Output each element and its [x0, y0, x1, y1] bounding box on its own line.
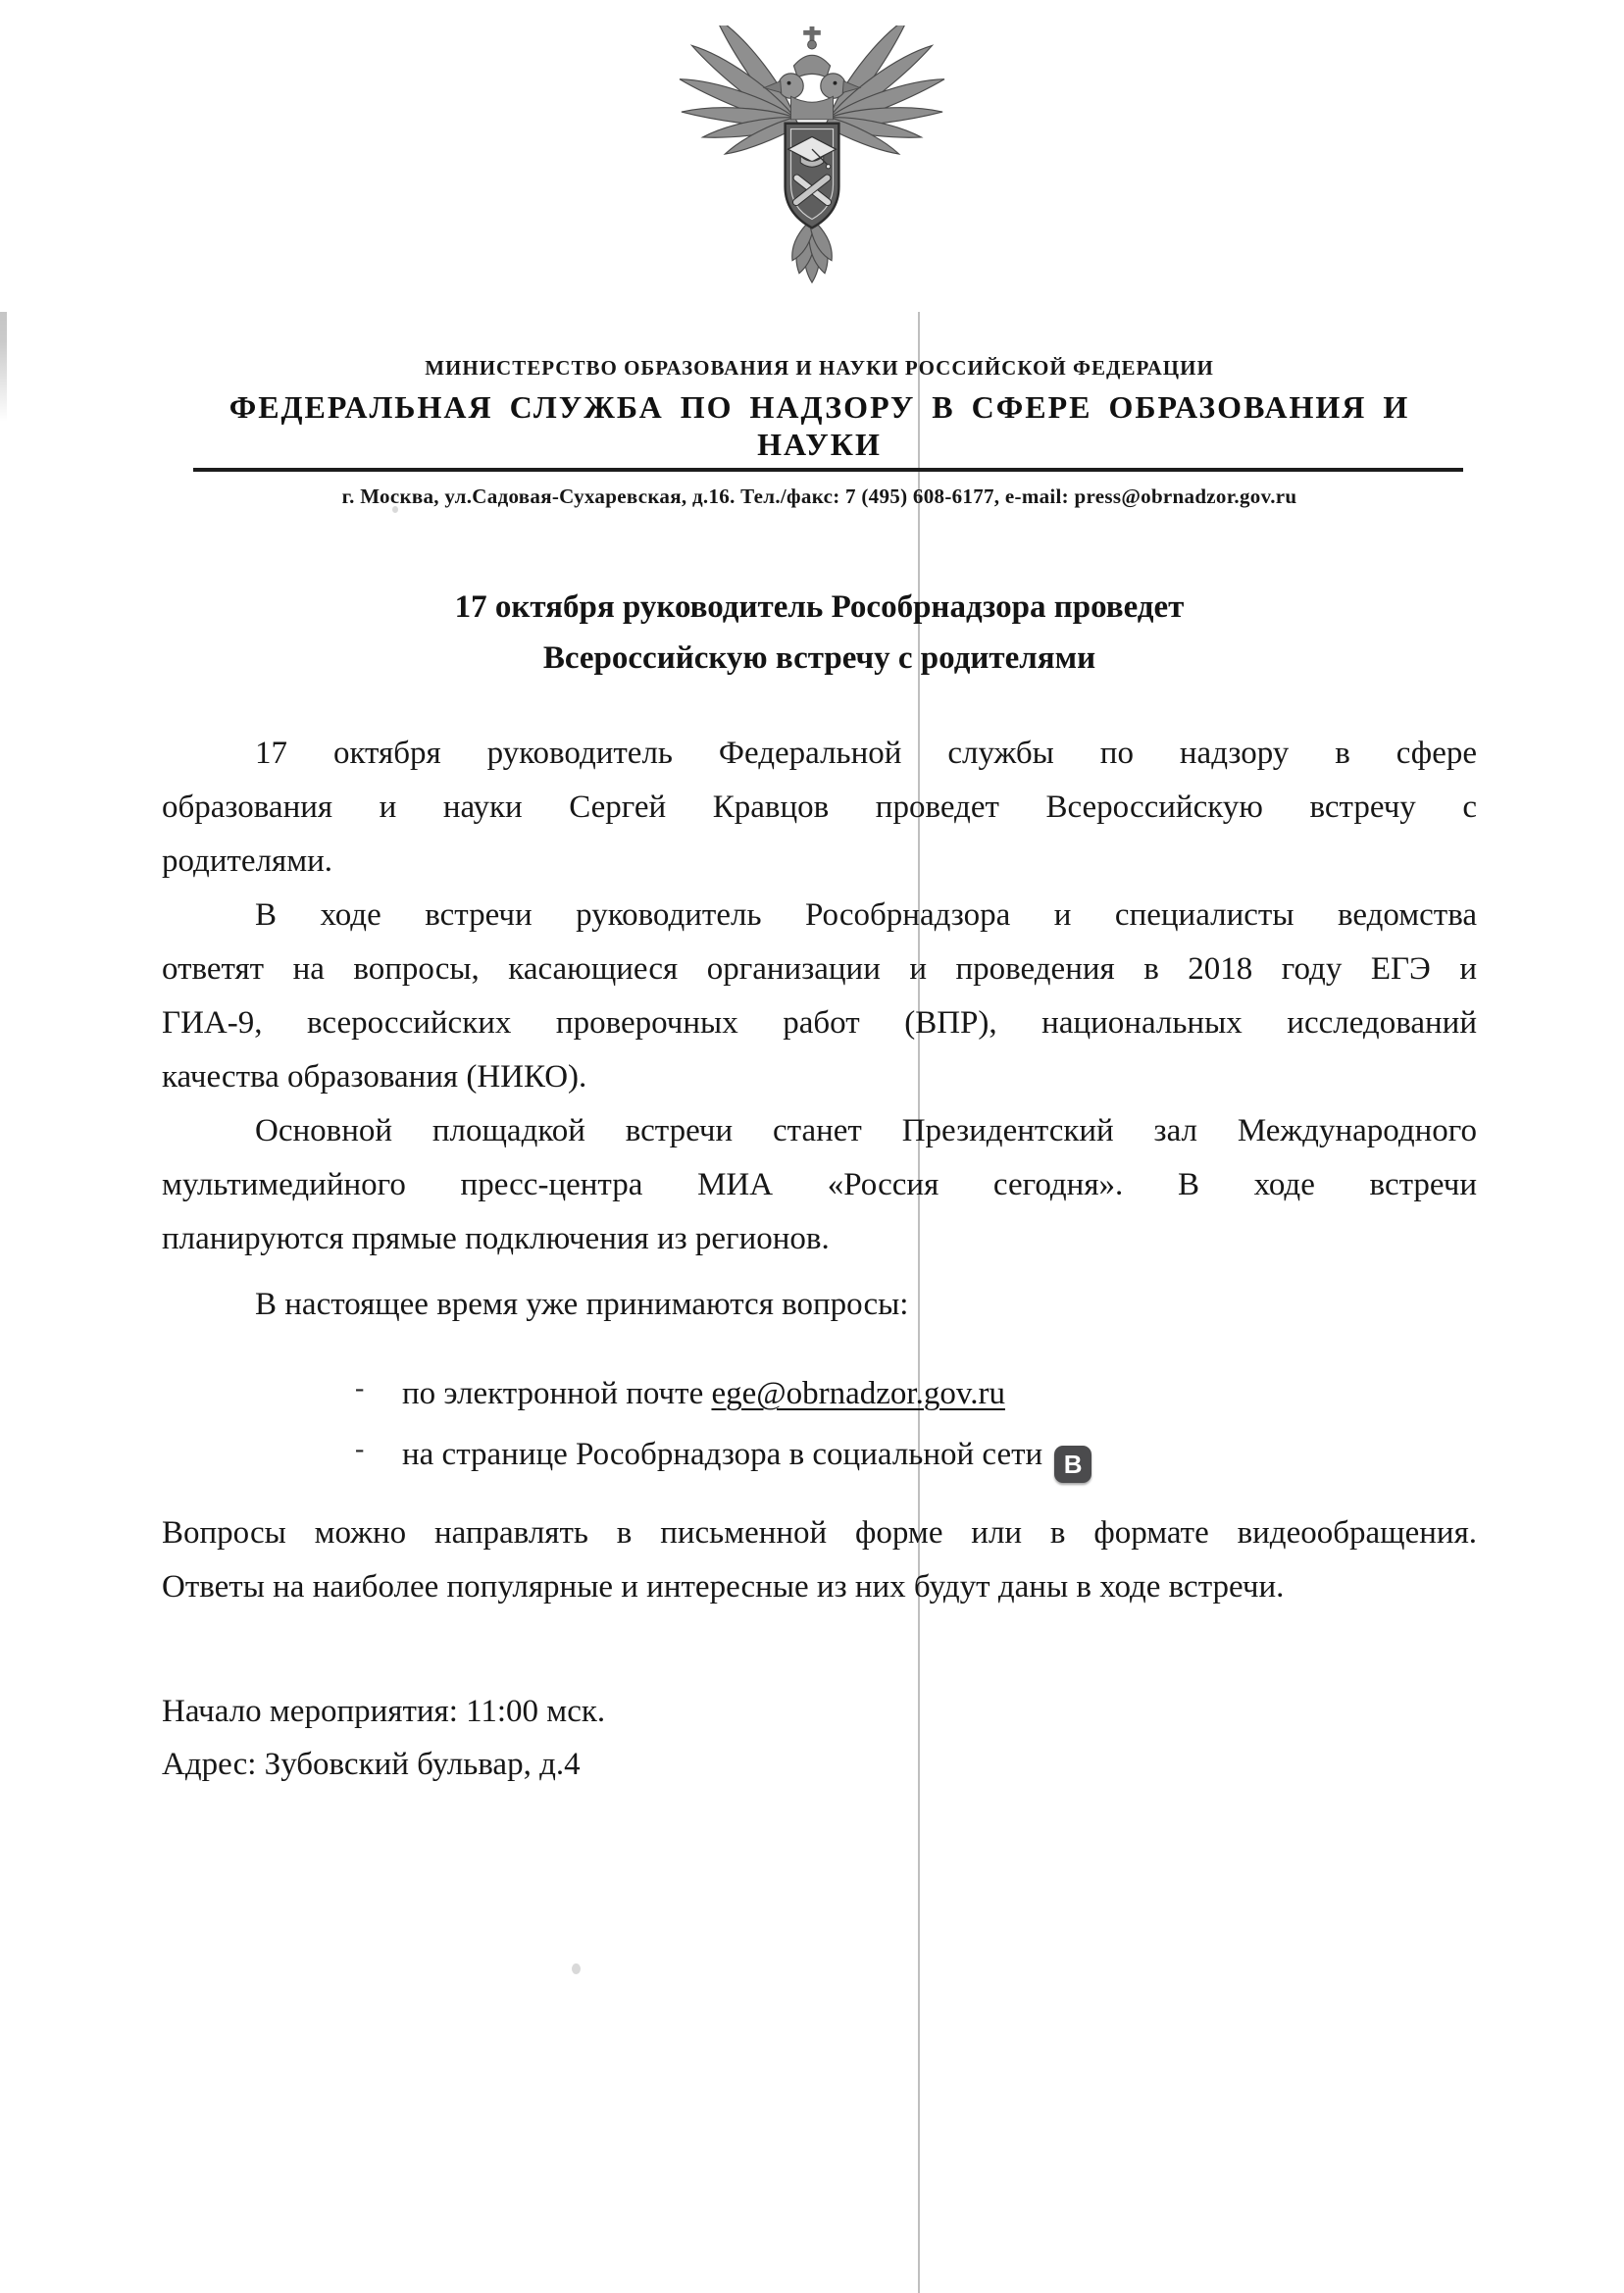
- text-line: Вопросы можно направлять в письменной форме или в формате видеообращения.: [162, 1515, 1477, 1551]
- email-link[interactable]: ege@obrnadzor.gov.ru: [711, 1376, 1005, 1411]
- scan-speck: [572, 1963, 581, 1974]
- text-line: В ходе встречи руководитель Рособрнадзора и специалисты ведомства: [255, 897, 1477, 933]
- list-item: [162, 1424, 1477, 1485]
- event-address: Адрес: Зубовский бульвар, д.4: [162, 1747, 581, 1782]
- paragraph: [162, 889, 1477, 1104]
- text-line: 17 октября руководитель Федеральной службы по надзору в сфере: [255, 736, 1477, 771]
- closing-info: [162, 1685, 1477, 1791]
- document-title-line2: Всероссийскую встречу с родителями: [542, 640, 1096, 676]
- dash-bullet: -: [355, 1373, 365, 1403]
- bullet-text: по электронной почте: [402, 1376, 712, 1411]
- text-line: родителями.: [162, 843, 333, 879]
- document-body: [162, 727, 1477, 1791]
- double-headed-eagle-emblem-icon: [655, 25, 969, 284]
- text-line: ГИА-9, всероссийских проверочных работ (ВПР), национальных исследований: [162, 1005, 1477, 1041]
- ministry-name: МИНИСТЕРСТВО ОБРАЗОВАНИЯ И НАУКИ РОССИЙСКОЙ ФЕДЕРАЦИИ: [425, 356, 1214, 380]
- paragraph: [162, 1104, 1477, 1266]
- list-item: [162, 1363, 1477, 1424]
- letterhead-emblem: [0, 0, 1624, 312]
- text-line: качества образования (НИКО).: [162, 1059, 587, 1095]
- dash-bullet: -: [355, 1434, 365, 1464]
- letterhead-rule: [193, 468, 1463, 472]
- questions-intro-line: В настоящее время уже принимаются вопросы:: [255, 1287, 909, 1322]
- event-start-time: Начало мероприятия: 11:00 мск.: [162, 1694, 606, 1729]
- document-title: [162, 582, 1477, 684]
- paragraph: [162, 727, 1477, 889]
- bullet-text: на странице Рособрнадзора в социальной сети: [402, 1437, 1043, 1472]
- text-line: мультимедийного пресс-центра МИА «Россия сегодня». В ходе встречи: [162, 1167, 1477, 1202]
- text-line: планируются прямые подключения из регионов.: [162, 1221, 830, 1256]
- document-title-line1: 17 октября руководитель Рособрнадзора проведет: [454, 589, 1185, 625]
- note-paragraph: [162, 1506, 1477, 1614]
- text-line: образования и науки Сергей Кравцов проведет Всероссийскую встречу с: [162, 790, 1477, 825]
- vk-social-icon[interactable]: В: [1054, 1446, 1091, 1483]
- agency-contact-line: г. Москва, ул.Садовая-Сухаревская, д.16. Тел./факс: 7 (495) 608-6177, e-mail: press@obrnadzor.gov.ru: [341, 484, 1297, 508]
- questions-channel-list: [162, 1363, 1477, 1485]
- text-line: Ответы на наиболее популярные и интересные из них будут даны в ходе встречи.: [162, 1569, 1285, 1605]
- text-line: Основной площадкой встречи станет Президентский зал Международного: [255, 1113, 1477, 1148]
- agency-name: ФЕДЕРАЛЬНАЯ СЛУЖБА ПО НАДЗОРУ В СФЕРЕ ОБРАЗОВАНИЯ И НАУКИ: [228, 389, 1410, 462]
- text-line: ответят на вопросы, касающиеся организации и проведения в 2018 году ЕГЭ и: [162, 951, 1477, 987]
